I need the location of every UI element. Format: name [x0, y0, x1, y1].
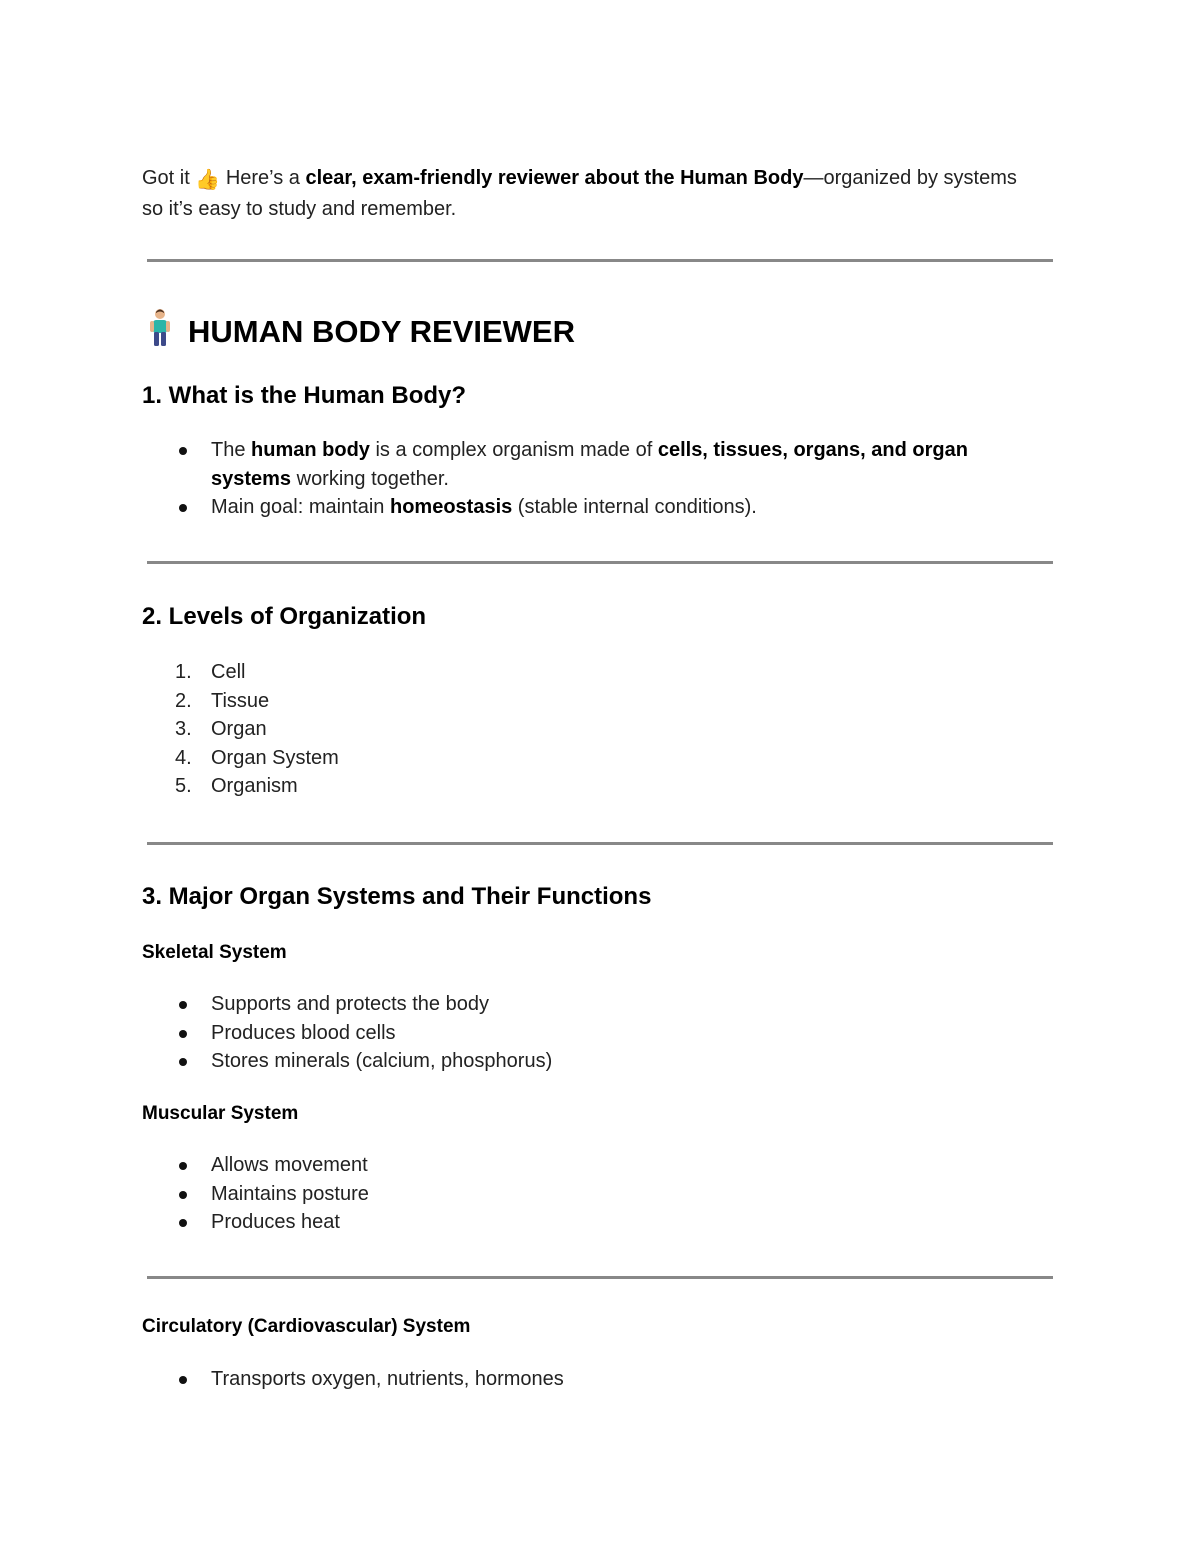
- list-item: [142, 687, 1042, 716]
- list-item: [142, 990, 1042, 1019]
- divider: [147, 842, 1053, 845]
- list-number: 4.: [175, 746, 192, 769]
- list-item: [142, 1151, 1042, 1180]
- bullet-icon: [179, 1001, 187, 1009]
- section2-heading: 2. Levels of Organization: [142, 603, 427, 630]
- intro-bold-text: clear, exam-friendly reviewer about the Human Body: [305, 167, 804, 189]
- bullet-icon: [179, 1058, 187, 1066]
- bullet-icon: [179, 1162, 187, 1170]
- page-title: [142, 308, 575, 350]
- muscular-list: [142, 1151, 1042, 1237]
- item-text: Cell: [211, 661, 246, 683]
- item-text: Supports and protects the body: [211, 993, 489, 1015]
- item-text: is a complex organism made of: [369, 439, 658, 461]
- item-text: Organ: [211, 718, 267, 740]
- section3-heading: 3. Major Organ Systems and Their Functions: [142, 883, 652, 910]
- thumbs-up-icon: 👍: [195, 169, 221, 191]
- item-bold-text: cells, tissues, organs, and organ systems: [211, 439, 968, 490]
- standing-person-icon: [142, 308, 178, 348]
- list-item: [142, 658, 1042, 687]
- intro-paragraph: [142, 164, 1042, 223]
- muscular-heading: Muscular System: [142, 1103, 299, 1124]
- item-text: Transports oxygen, nutrients, hormones: [211, 1368, 564, 1390]
- item-text: Tissue: [211, 689, 270, 712]
- list-item: [142, 744, 1042, 773]
- divider: [147, 561, 1053, 564]
- circulatory-heading: Circulatory (Cardiovascular) System: [142, 1316, 471, 1337]
- list-number: 1.: [175, 661, 192, 683]
- list-item: [142, 1208, 1042, 1237]
- circulatory-list: [142, 1365, 1042, 1394]
- list-item: [142, 1180, 1042, 1209]
- item-bold-text: homeostasis: [389, 496, 513, 518]
- bullet-icon: [179, 1030, 187, 1038]
- list-number: 2.: [175, 689, 192, 712]
- page-title-text: HUMAN BODY REVIEWER: [188, 314, 575, 349]
- list-item: [142, 493, 1042, 522]
- intro-text-3: —organized by systems so it’s easy to study and remember.: [142, 167, 1017, 220]
- list-item: [142, 436, 1042, 493]
- item-text: Allows movement: [211, 1154, 368, 1176]
- intro-text-1: Got it: [142, 167, 196, 189]
- divider: [147, 1276, 1053, 1279]
- list-item: [142, 772, 1042, 801]
- skeletal-heading: Skeletal System: [142, 942, 287, 963]
- list-item: [142, 1365, 1042, 1394]
- skeletal-list: [142, 990, 1042, 1076]
- item-text: Main goal: maintain: [211, 496, 390, 518]
- item-text: Organ System: [211, 746, 339, 769]
- item-text: Produces blood cells: [211, 1021, 396, 1044]
- list-number: 5.: [175, 775, 192, 797]
- item-text: Maintains posture: [211, 1182, 369, 1205]
- list-item: [142, 715, 1042, 744]
- item-text: Stores minerals (calcium, phosphorus): [211, 1050, 553, 1072]
- section2-list: [142, 658, 1042, 801]
- list-number: 3.: [175, 718, 192, 740]
- intro-text-2: Here’s a: [220, 167, 306, 189]
- list-item: [142, 1047, 1042, 1076]
- divider: [147, 259, 1053, 262]
- bullet-icon: [179, 1191, 187, 1199]
- bullet-icon: [179, 1376, 187, 1384]
- item-text: Organism: [211, 775, 298, 797]
- section1-heading: 1. What is the Human Body?: [142, 382, 467, 409]
- item-text: (stable internal conditions).: [512, 496, 757, 518]
- list-item: [142, 1019, 1042, 1048]
- item-text: The: [211, 439, 252, 461]
- bullet-icon: [179, 1219, 187, 1227]
- section1-list: [142, 436, 1042, 522]
- item-bold-text: human body: [251, 439, 370, 461]
- item-text: working together.: [291, 467, 449, 490]
- bullet-icon: [179, 504, 187, 512]
- bullet-icon: [179, 447, 187, 455]
- item-text: Produces heat: [211, 1211, 340, 1233]
